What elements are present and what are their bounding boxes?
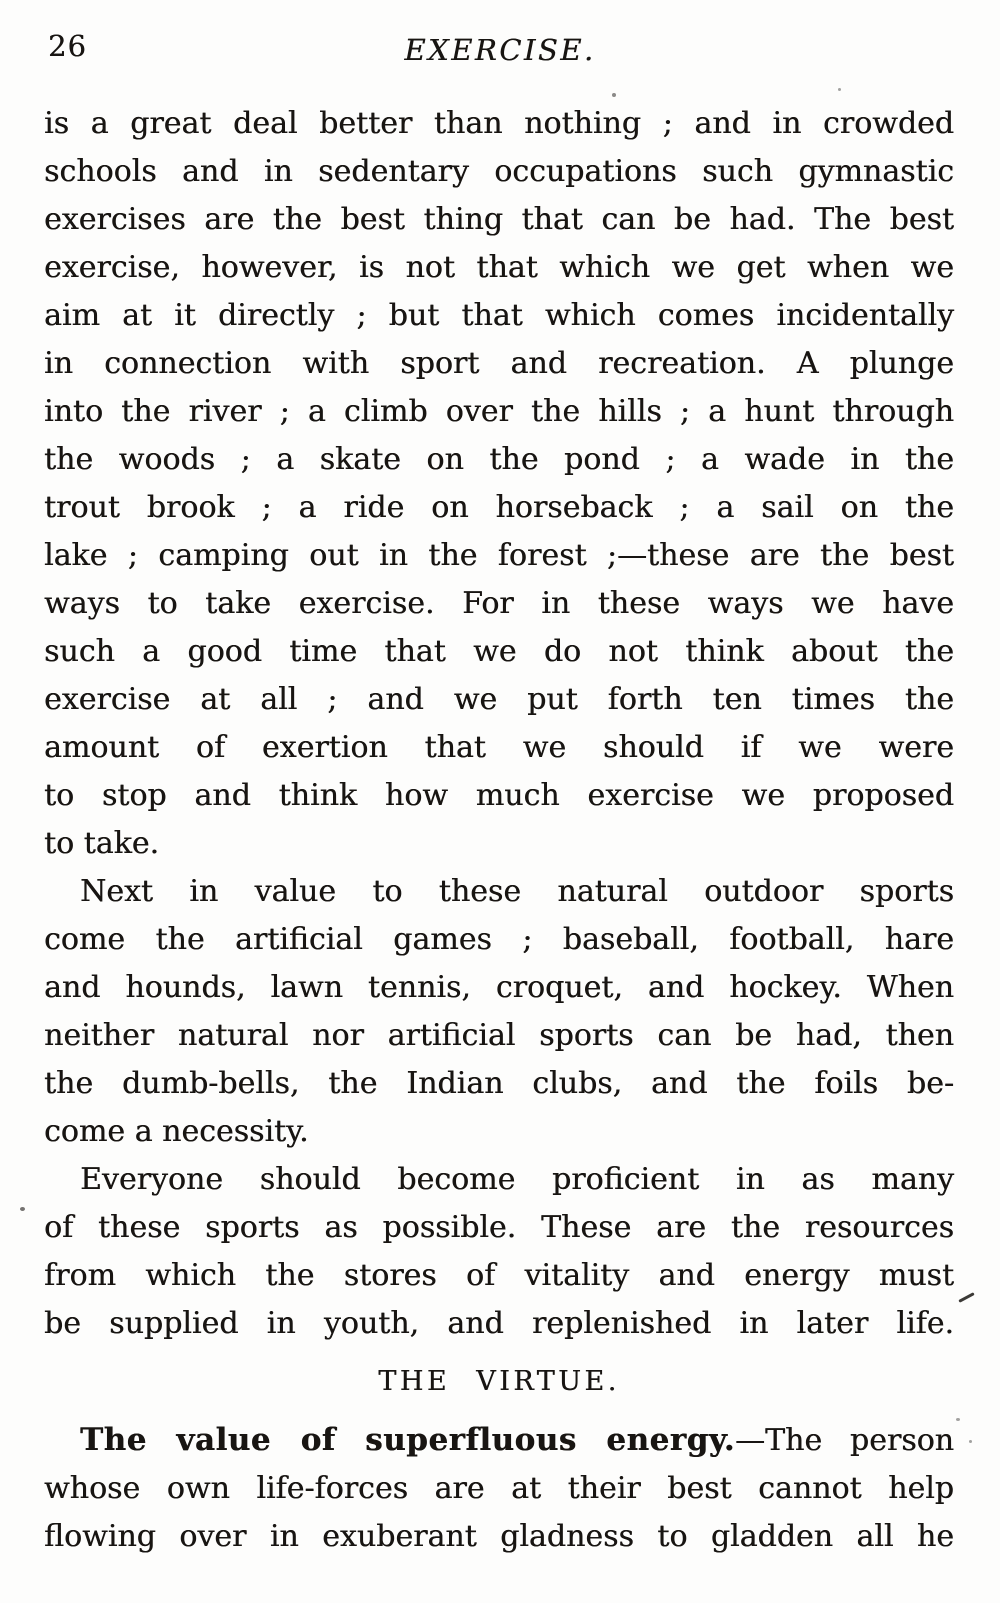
text-line: such a good time that we do not think about the [44,634,954,669]
scan-speck [20,1207,25,1211]
text-line: amount of exertion that we should if we were [44,730,954,765]
paragraph [44,1416,954,1561]
text-line: exercises are the best thing that can be had. The best [44,202,954,237]
paragraph [44,1156,954,1348]
scan-speck [969,1440,972,1443]
text-line: in connection with sport and recreation. A plunge [44,346,954,381]
text-line: of these sports as possible. These are the resources [44,1210,954,1245]
section-heading: THE VIRTUE. [378,1366,620,1397]
bold-lead-phrase: The value of superfluous energy. [80,1422,736,1458]
text-line: be supplied in youth, and replenished in later life. [44,1306,954,1341]
text-line: Next in value to these natural outdoor sports [80,874,954,909]
text-line: ways to take exercise. For in these ways we have [44,586,954,621]
paragraph [44,100,954,868]
text-line: lake ; camping out in the forest ;—these are the best [44,538,954,573]
text-line: come a necessity. [44,1114,309,1149]
text-line: exercise at all ; and we put forth ten times the [44,682,954,717]
text-line: the dumb-bells, the Indian clubs, and the foils be- [44,1066,954,1101]
scan-speck [956,1418,960,1421]
text-line: aim at it directly ; but that which comes incidentally [44,298,954,333]
text-line: to stop and think how much exercise we proposed [44,778,954,813]
text-line: The value of superfluous energy.—The person [80,1422,955,1458]
scan-speck [958,1292,974,1303]
text-line: from which the stores of vitality and energy must [44,1258,954,1293]
text-line: whose own life-forces are at their best cannot help [44,1471,954,1506]
paragraph [44,868,954,1156]
running-head: EXERCISE. [404,33,596,67]
text-line: trout brook ; a ride on horseback ; a sail on the [44,490,954,525]
text-line: and hounds, lawn tennis, croquet, and hockey. When [44,970,954,1005]
text-line: the woods ; a skate on the pond ; a wade in the [44,442,954,477]
text-line: Everyone should become proficient in as many [80,1162,954,1197]
text-line: schools and in sedentary occupations such gymnastic [44,154,954,189]
text-line: to take. [44,826,160,861]
page-number: 26 [48,29,87,63]
text-line: neither natural nor artificial sports can be had, then [44,1018,954,1053]
text-line: exercise, however, is not that which we get when we [44,250,954,285]
text-line: flowing over in exuberant gladness to gladden all he [44,1519,954,1554]
scan-speck [838,88,841,91]
scan-speck [612,93,616,97]
text-line: into the river ; a climb over the hills ; a hunt through [44,394,954,429]
text-line: come the artificial games ; baseball, football, hare [44,922,954,957]
text-line: is a great deal better than nothing ; and in crowded [44,106,954,141]
page-body [44,100,954,1561]
